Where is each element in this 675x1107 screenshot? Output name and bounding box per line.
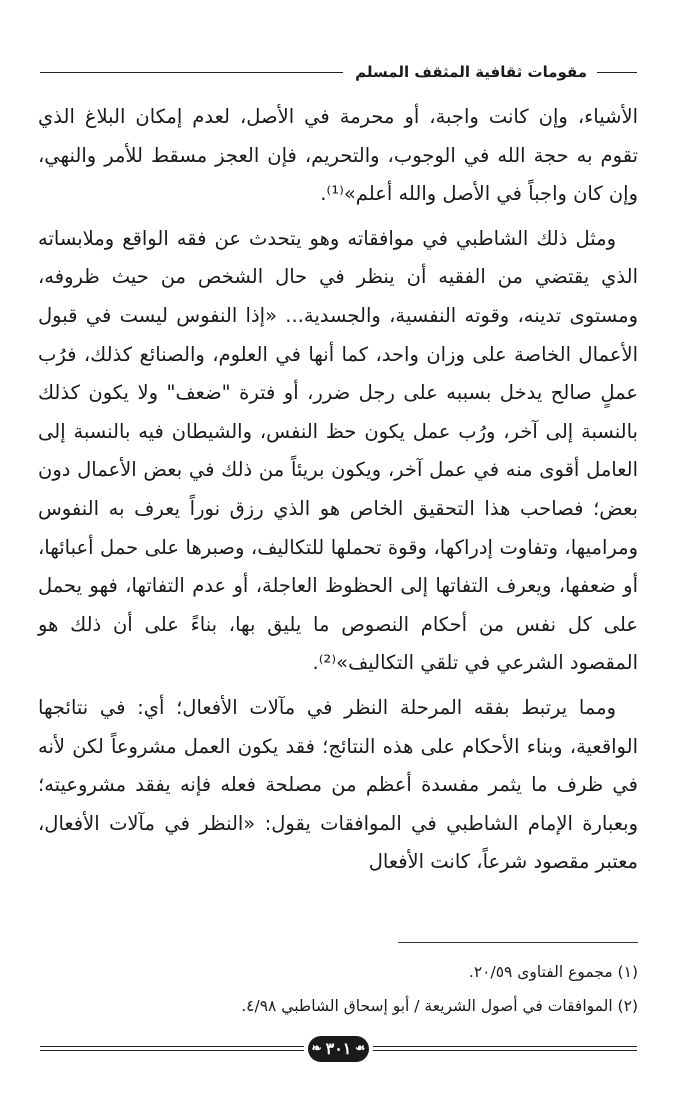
running-title: مقومات ثقافية المثقف المسلم (355, 63, 587, 81)
body-paragraph: ومما يرتبط بفقه المرحلة النظر في مآلات الأفعال؛ أي: في نتائجها الواقعية، وبناء الأحكام على هذه النتائج؛ فقد يكون العمل مشروعاً لكن لأنه في ظرف ما يثمر مفسدة أعظم من مصلحة فعله فإنه يفقد مشروعيته؛ وبعبارة الإمام الشاطبي في الموافقات يقول: «النظر في مآلات الأفعال، معتبر مقصود شرعاً، كانت الأفعال (38, 695, 638, 874)
footnote: (١) مجموع الفتاوى ٢٠/٥٩. (468, 963, 638, 981)
footer-rule-right (373, 1045, 637, 1053)
footnote-separator (398, 942, 638, 943)
header-rule-short (597, 72, 637, 73)
header-rule-long (40, 72, 343, 73)
page-number: ٣٠١ (325, 1039, 352, 1058)
footnotes (38, 955, 638, 1023)
page-footer (40, 1034, 637, 1064)
page-number-badge (308, 1036, 370, 1062)
running-header (40, 60, 637, 84)
footer-rule-left (40, 1045, 304, 1053)
page-body (38, 98, 638, 888)
body-paragraph: ومثل ذلك الشاطبي في موافقاته وهو يتحدث عن فقه الواقع وملابساته الذي يقتضي من الفقيه أن ينظر في حال الشخص من حيث ظروفه، ومستوى تدينه، وقوته النفسية، والجسدية... «إذا النفوس ليست في قبول الأعمال الخاصة على وزان واحد، كما أنها في العلوم، والصنائع كذلك، فرُب عملٍ صالح يدخل بسببه على رجل ضرر، أو فترة "ضعف" ولا يكون كذلك بالنسبة إلى آخر، ورُب عمل يكون حظ النفس، والشيطان فيه بالنسبة إلى العامل أقوى منه في عمل آخر، ويكون بريئاً من ذلك في بعض الأعمال دون بعض؛ فصاحب هذا التحقيق الخاص هو الذي رزق نوراً يعرف به النفوس ومراميها، وتفاوت إدراكها، وقوة تحملها للتكاليف، وصبرها على حمل أعبائها، أو ضعفها، ويعرف التفاتها إلى الحظوظ العاجلة، أو عدم التفاتها، فهو يحمل على كل نفس من أحكام النصوص ما يليق بها، بناءً على أن ذلك هو المقصود الشرعي في تلقي التكاليف»⁽²⁾. (38, 226, 638, 675)
body-paragraph: الأشياء، وإن كانت واجبة، أو محرمة في الأصل، لعدم إمكان البلاغ الذي تقوم به حجة الله في الوجوب، والتحريم، فإن العجز مسقط للأمر والنهي، وإن كان واجباً في الأصل والله أعلم»⁽¹⁾. (38, 105, 638, 206)
footnote: (٢) الموافقات في أصول الشريعة / أبو إسحاق الشاطبي ٤/٩٨. (241, 997, 638, 1015)
